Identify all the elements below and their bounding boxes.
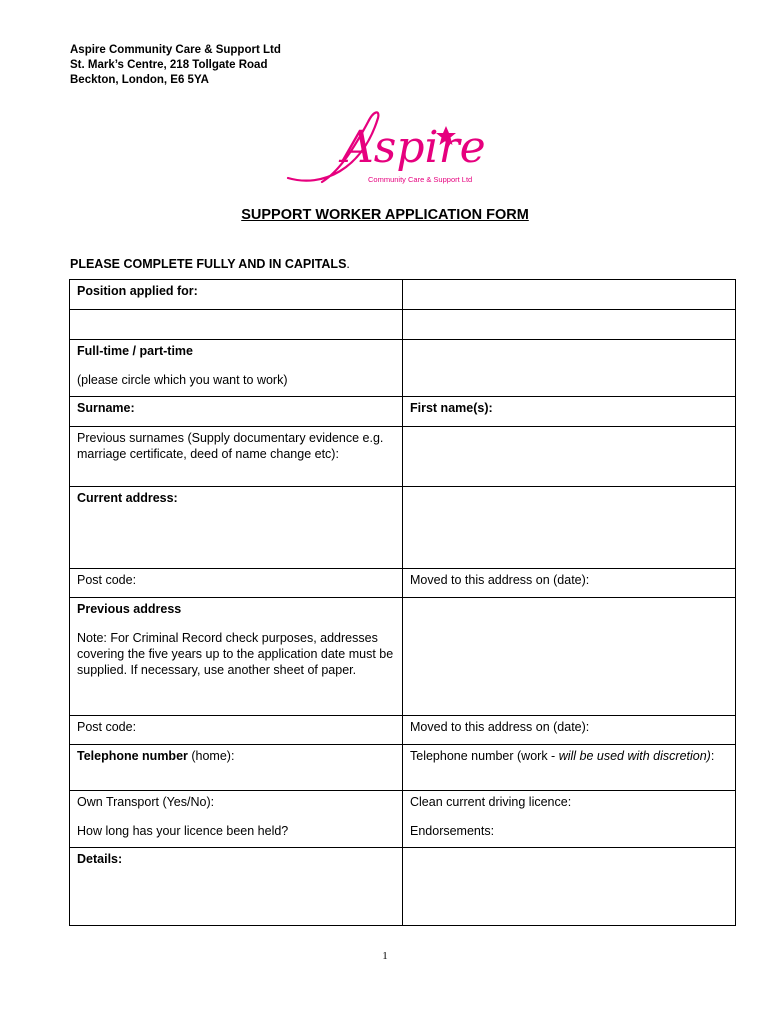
- details-label: Details:: [70, 848, 403, 926]
- row-details: [70, 848, 736, 926]
- endorsements-label: Endorsements:: [410, 824, 495, 838]
- fulltime-parttime-cell: [70, 340, 403, 397]
- fulltime-parttime-field[interactable]: [403, 340, 736, 397]
- circle-note: (please circle which you want to work): [77, 373, 288, 387]
- current-address-field[interactable]: [403, 487, 736, 569]
- current-address-label: Current address:: [70, 487, 403, 569]
- telephone-home-rest: (home):: [187, 749, 235, 763]
- logo-tagline: Community Care & Support Ltd: [368, 175, 473, 184]
- org-address-line-1: St. Mark’s Centre, 218 Tollgate Road: [70, 59, 268, 71]
- position-applied-field[interactable]: [403, 280, 736, 310]
- transport-cell: [70, 791, 403, 848]
- crb-note: Note: For Criminal Record check purposes, addresses covering the five years up to the application date must be supplied. If necessary, use another sheet of paper.: [77, 631, 394, 677]
- row-previous-address: [70, 598, 736, 716]
- row-telephone: [70, 745, 736, 791]
- aspire-logo: [282, 100, 494, 195]
- previous-address-field[interactable]: [403, 598, 736, 716]
- logo-wordmark: Aspire: [342, 122, 486, 173]
- own-transport-label: Own Transport (Yes/No):: [77, 795, 215, 809]
- previous-surnames-label: Previous surnames (Supply documentary evidence e.g. marriage certificate, deed of name change etc):: [70, 427, 403, 487]
- moved-date-label-1: Moved to this address on (date):: [403, 569, 736, 598]
- surname-label: Surname:: [70, 397, 403, 427]
- row-names: [70, 397, 736, 427]
- position-extra-field-left[interactable]: [70, 310, 403, 340]
- instruction-line: [70, 257, 350, 271]
- post-code-label-1: Post code:: [70, 569, 403, 598]
- position-applied-label: Position applied for:: [70, 280, 403, 310]
- telephone-home-bold: Telephone number: [77, 749, 188, 763]
- fulltime-parttime-label: Full-time / part-time: [77, 344, 193, 358]
- row-position-extra: [70, 310, 736, 340]
- row-postcode-1: [70, 569, 736, 598]
- telephone-work-colon: :: [710, 749, 715, 763]
- application-form-table: [69, 279, 736, 926]
- row-position: [70, 280, 736, 310]
- clean-licence-label: Clean current driving licence:: [410, 795, 572, 809]
- org-address-line-2: Beckton, London, E6 5YA: [70, 74, 209, 86]
- row-current-address: [70, 487, 736, 569]
- previous-address-cell: [70, 598, 403, 716]
- row-previous-surnames: [70, 427, 736, 487]
- post-code-label-2: Post code:: [70, 716, 403, 745]
- telephone-work-discretion: will be used with discretion): [558, 749, 711, 763]
- licence-cell: [403, 791, 736, 848]
- telephone-home-label: [70, 745, 403, 791]
- first-names-label: First name(s):: [403, 397, 736, 427]
- details-field[interactable]: [403, 848, 736, 926]
- telephone-work-a: Telephone number (work -: [410, 749, 559, 763]
- previous-surnames-field[interactable]: [403, 427, 736, 487]
- moved-date-label-2: Moved to this address on (date):: [403, 716, 736, 745]
- row-transport: [70, 791, 736, 848]
- page-number: 1: [382, 950, 388, 962]
- instruction-text: PLEASE COMPLETE FULLY AND IN CAPITALS: [70, 257, 347, 271]
- org-name: Aspire Community Care & Support Ltd: [70, 44, 281, 56]
- organisation-header: [70, 43, 281, 88]
- telephone-work-label: [403, 745, 736, 791]
- row-fulltime: [70, 340, 736, 397]
- licence-held-label: How long has your licence been held?: [77, 824, 289, 838]
- instruction-period: .: [346, 257, 350, 271]
- previous-address-label: Previous address: [77, 602, 182, 616]
- form-title: SUPPORT WORKER APPLICATION FORM: [241, 207, 529, 223]
- row-postcode-2: [70, 716, 736, 745]
- position-extra-field-right[interactable]: [403, 310, 736, 340]
